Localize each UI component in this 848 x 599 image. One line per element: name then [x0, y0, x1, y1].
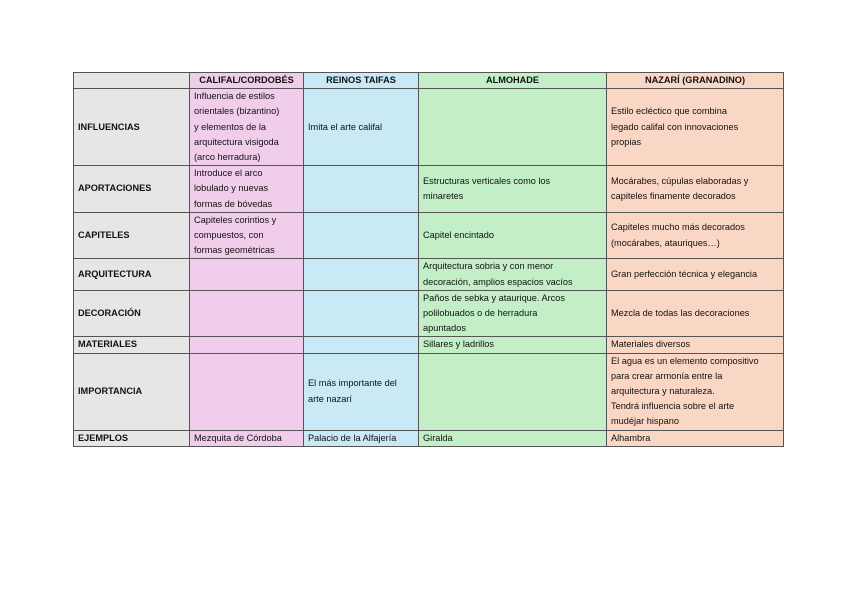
- cell-text: Sillares y ladrillos: [423, 339, 494, 350]
- cell-text: Capiteles mucho más decorados (mocárabes, atauriques…): [611, 222, 745, 248]
- row-label: CAPITELES: [74, 212, 190, 259]
- cell-text: El agua es un elemento compositivo para crear armonía entre la arquitectura y naturaleza. Tendrá influencia sobre el arte mudéjar hispano: [611, 355, 759, 427]
- table-row: [74, 430, 784, 446]
- table-cell: [190, 212, 304, 259]
- cell-text: Imita el arte califal: [308, 121, 383, 132]
- cell-text: Influencia de estilos orientales (bizantino) y elementos de la arquitectura visigoda (arco herradura): [194, 91, 280, 163]
- table-cell: [190, 353, 304, 430]
- row-label: MATERIALES: [74, 337, 190, 353]
- row-label: INFLUENCIAS: [74, 89, 190, 166]
- table-cell: [607, 353, 784, 430]
- cell-text: Palacio de la Alfajería: [308, 432, 397, 443]
- table-row: [74, 89, 784, 166]
- row-label: IMPORTANCIA: [74, 353, 190, 430]
- table-cell: [304, 290, 419, 337]
- table-row: [74, 212, 784, 259]
- table-row: [74, 259, 784, 290]
- table-cell: [419, 89, 607, 166]
- cell-text: Paños de sebka y ataurique. Arcos polilobuados o de herradura apuntados: [423, 292, 565, 334]
- cell-text: Mezquita de Córdoba: [194, 432, 282, 443]
- table-cell: [419, 353, 607, 430]
- col-header-califal: CALIFAL/CORDOBÉS: [190, 73, 304, 89]
- table-row: [74, 337, 784, 353]
- row-label: APORTACIONES: [74, 166, 190, 213]
- row-label: ARQUITECTURA: [74, 259, 190, 290]
- table-cell: [304, 166, 419, 213]
- col-header-taifas: REINOS TAIFAS: [304, 73, 419, 89]
- table-cell: [607, 430, 784, 446]
- table-cell: [607, 337, 784, 353]
- row-label: DECORACIÓN: [74, 290, 190, 337]
- cell-text: Gran perfección técnica y elegancia: [611, 269, 758, 280]
- table-cell: [304, 259, 419, 290]
- header-row: [74, 73, 784, 89]
- cell-text: Mezcla de todas las decoraciones: [611, 308, 750, 319]
- cell-text: Giralda: [423, 432, 453, 443]
- table-cell: [607, 212, 784, 259]
- table-cell: [607, 290, 784, 337]
- cell-text: Estilo ecléctico que combina legado califal con innovaciones propias: [611, 106, 739, 147]
- row-label: EJEMPLOS: [74, 430, 190, 446]
- table-cell: [190, 259, 304, 290]
- table-cell: [607, 166, 784, 213]
- cell-text: Arquitectura sobria y con menor decoración, amplios espacios vacíos: [423, 261, 573, 287]
- table-cell: [190, 430, 304, 446]
- comparison-table: [73, 72, 784, 447]
- table-row: [74, 290, 784, 337]
- cell-text: Capitel encintado: [423, 230, 494, 241]
- table-cell: [304, 212, 419, 259]
- col-header-nazari: NAZARÍ (GRANADINO): [607, 73, 784, 89]
- table-cell: [419, 259, 607, 290]
- table-cell: [190, 290, 304, 337]
- corner-cell: [74, 73, 190, 89]
- table-cell: [419, 166, 607, 213]
- cell-text: Estructuras verticales como los minaretes: [423, 175, 551, 202]
- table-cell: [304, 430, 419, 446]
- table-cell: [190, 89, 304, 166]
- table-cell: [304, 353, 419, 430]
- table-cell: [607, 259, 784, 290]
- cell-text: Introduce el arco lobulado y nuevas formas de bóvedas: [194, 168, 273, 209]
- table-cell: [304, 89, 419, 166]
- table-cell: [190, 337, 304, 353]
- col-header-almohade: ALMOHADE: [419, 73, 607, 89]
- table-cell: [419, 212, 607, 259]
- cell-text: El más importante del arte nazarí: [308, 378, 397, 404]
- cell-text: Capiteles corintios y compuestos, con formas geométricas: [194, 214, 277, 256]
- table-cell: [304, 337, 419, 353]
- table-cell: [607, 89, 784, 166]
- cell-text: Alhambra: [611, 432, 651, 443]
- table-cell: [419, 430, 607, 446]
- cell-text: Mocárabes, cúpulas elaboradas y capiteles finamente decorados: [611, 175, 749, 202]
- table-cell: [190, 166, 304, 213]
- table-row: [74, 166, 784, 213]
- cell-text: Materiales diversos: [611, 339, 691, 350]
- table-cell: [419, 337, 607, 353]
- table-row: [74, 353, 784, 430]
- table-cell: [419, 290, 607, 337]
